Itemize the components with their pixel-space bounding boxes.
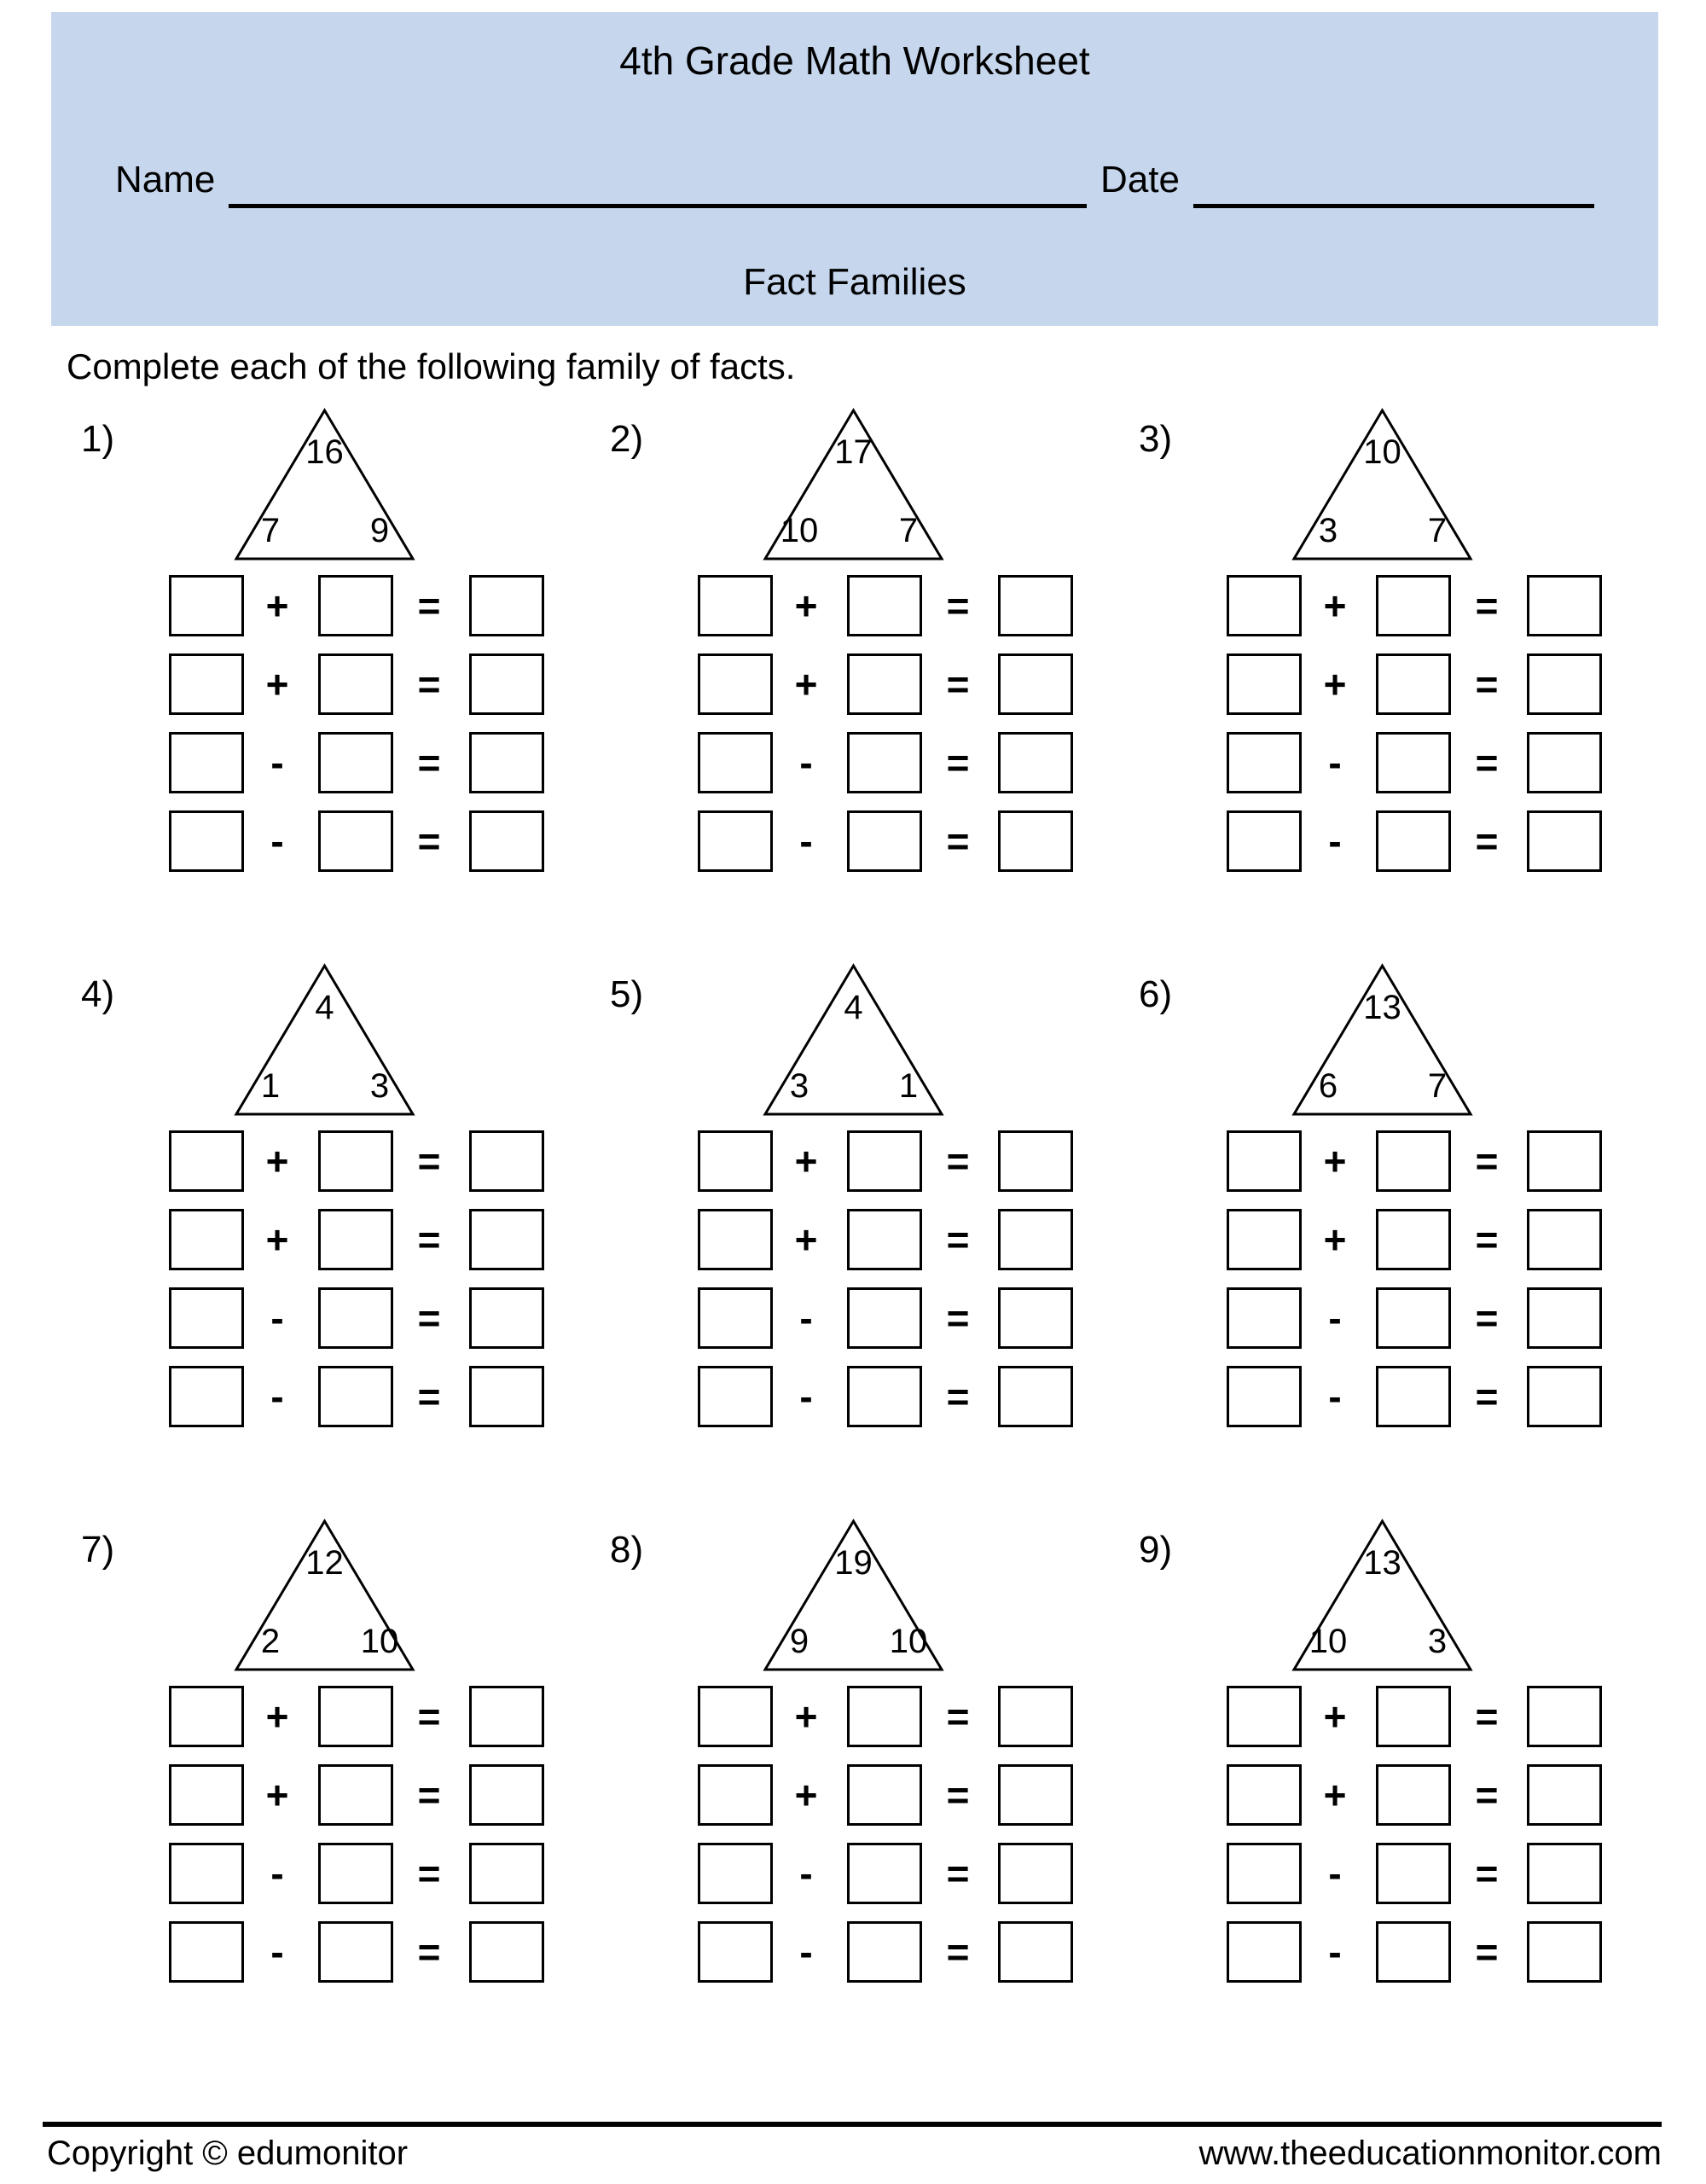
answer-box-second[interactable] bbox=[1376, 1130, 1451, 1192]
answer-box-second[interactable] bbox=[847, 810, 922, 872]
date-label: Date bbox=[1100, 159, 1180, 200]
equals-sign: = bbox=[417, 741, 441, 785]
operator-sign: - bbox=[270, 1930, 284, 1974]
operator-sign: - bbox=[270, 741, 284, 785]
answer-box-result[interactable] bbox=[998, 732, 1073, 793]
answer-box-first[interactable] bbox=[698, 653, 773, 715]
equals-sign: = bbox=[417, 1694, 441, 1739]
answer-box-result[interactable] bbox=[1527, 810, 1602, 872]
equals-sign: = bbox=[1475, 1694, 1499, 1739]
operator-sign: - bbox=[799, 819, 813, 863]
operator-sign: + bbox=[794, 662, 818, 706]
operator-sign: - bbox=[799, 1374, 813, 1419]
fact-triangle bbox=[762, 963, 945, 1117]
answer-box-second[interactable] bbox=[1376, 653, 1451, 715]
problem-label: 2) bbox=[610, 418, 644, 460]
triangle-top-number: 4 bbox=[844, 989, 863, 1026]
answer-box-result[interactable] bbox=[1527, 1209, 1602, 1270]
equation-row-4 bbox=[81, 810, 610, 872]
equation-row-1 bbox=[1139, 1130, 1668, 1192]
equation-row-1 bbox=[81, 575, 610, 636]
answer-box-second[interactable] bbox=[318, 1764, 393, 1826]
equation-row-2 bbox=[610, 653, 1139, 715]
answer-box-first[interactable] bbox=[698, 1843, 773, 1904]
operator-sign: - bbox=[1328, 1930, 1342, 1974]
worksheet-subtitle: Fact Families bbox=[743, 261, 966, 303]
triangle-top-number: 10 bbox=[1363, 433, 1401, 471]
answer-box-result[interactable] bbox=[1527, 732, 1602, 793]
problem-label: 3) bbox=[1139, 418, 1173, 460]
equation-row-1 bbox=[610, 575, 1139, 636]
answer-box-result[interactable] bbox=[998, 653, 1073, 715]
operator-sign: - bbox=[270, 1296, 284, 1340]
answer-box-second[interactable] bbox=[318, 575, 393, 636]
answer-box-first[interactable] bbox=[169, 575, 244, 636]
answer-box-result[interactable] bbox=[469, 653, 544, 715]
operator-sign: - bbox=[1328, 819, 1342, 863]
equation-row-4 bbox=[1139, 810, 1668, 872]
triangle-left-number: 3 bbox=[1318, 512, 1338, 549]
answer-box-second[interactable] bbox=[847, 1366, 922, 1427]
answer-box-result[interactable] bbox=[998, 1287, 1073, 1349]
triangle-left-number: 3 bbox=[789, 1067, 809, 1105]
answer-box-result[interactable] bbox=[1527, 1130, 1602, 1192]
equals-sign: = bbox=[1475, 1139, 1499, 1183]
answer-box-result[interactable] bbox=[998, 1843, 1073, 1904]
answer-box-result[interactable] bbox=[469, 1921, 544, 1983]
operator-sign: + bbox=[794, 1217, 818, 1262]
problem-cell bbox=[1139, 963, 1668, 1519]
answer-box-first[interactable] bbox=[169, 1287, 244, 1349]
name-label: Name bbox=[115, 159, 216, 200]
answer-box-second[interactable] bbox=[318, 1843, 393, 1904]
equals-sign: = bbox=[946, 1296, 970, 1340]
answer-box-result[interactable] bbox=[1527, 1366, 1602, 1427]
answer-box-second[interactable] bbox=[1376, 810, 1451, 872]
equals-sign: = bbox=[417, 1851, 441, 1896]
equation-row-1 bbox=[610, 1686, 1139, 1747]
answer-box-second[interactable] bbox=[847, 653, 922, 715]
instruction-text: Complete each of the following family of facts. bbox=[67, 346, 796, 386]
answer-box-result[interactable] bbox=[998, 1686, 1073, 1747]
answer-box-result[interactable] bbox=[1527, 1843, 1602, 1904]
answer-box-first[interactable] bbox=[1227, 1921, 1302, 1983]
answer-box-first[interactable] bbox=[169, 1921, 244, 1983]
answer-box-result[interactable] bbox=[998, 1130, 1073, 1192]
triangle-right-number: 10 bbox=[360, 1623, 399, 1660]
operator-sign: + bbox=[1323, 584, 1347, 628]
problem-cell bbox=[610, 408, 1139, 963]
equation-row-3 bbox=[81, 1287, 610, 1349]
fact-triangle bbox=[762, 1519, 945, 1672]
triangle-left-number: 1 bbox=[260, 1067, 281, 1105]
triangle-top-number: 13 bbox=[1363, 1544, 1401, 1582]
answer-box-second[interactable] bbox=[1376, 1209, 1451, 1270]
website-text: www.theeducationmonitor.com bbox=[1198, 2135, 1662, 2172]
answer-box-result[interactable] bbox=[1527, 1686, 1602, 1747]
operator-sign: + bbox=[794, 584, 818, 628]
answer-box-second[interactable] bbox=[318, 1287, 393, 1349]
operator-sign: + bbox=[265, 584, 289, 628]
equation-row-2 bbox=[81, 1209, 610, 1270]
answer-box-result[interactable] bbox=[1527, 1921, 1602, 1983]
operator-sign: + bbox=[1323, 662, 1347, 706]
name-input-line[interactable] bbox=[229, 204, 1087, 208]
equation-row-4 bbox=[610, 810, 1139, 872]
answer-box-second[interactable] bbox=[318, 810, 393, 872]
operator-sign: + bbox=[1323, 1773, 1347, 1817]
problem-cell bbox=[610, 963, 1139, 1519]
equation-row-2 bbox=[1139, 1209, 1668, 1270]
answer-box-first[interactable] bbox=[169, 1209, 244, 1270]
answer-box-first[interactable] bbox=[169, 732, 244, 793]
triangle-right-number: 9 bbox=[369, 512, 390, 549]
triangle-right-number: 1 bbox=[898, 1067, 919, 1105]
equals-sign: = bbox=[946, 662, 970, 706]
operator-sign: - bbox=[1328, 1851, 1342, 1896]
equation-row-4 bbox=[1139, 1921, 1668, 1983]
equation-row-3 bbox=[1139, 1287, 1668, 1349]
answer-box-first[interactable] bbox=[1227, 1287, 1302, 1349]
answer-box-second[interactable] bbox=[847, 1921, 922, 1983]
fact-triangle bbox=[233, 1519, 416, 1672]
answer-box-second[interactable] bbox=[1376, 1764, 1451, 1826]
operator-sign: + bbox=[1323, 1139, 1347, 1183]
equation-row-3 bbox=[610, 1843, 1139, 1904]
equals-sign: = bbox=[946, 1851, 970, 1896]
answer-box-result[interactable] bbox=[998, 575, 1073, 636]
triangle-top-number: 12 bbox=[305, 1544, 344, 1582]
operator-sign: - bbox=[270, 819, 284, 863]
answer-box-first[interactable] bbox=[1227, 1366, 1302, 1427]
answer-box-first[interactable] bbox=[698, 1764, 773, 1826]
equation-row-2 bbox=[81, 1764, 610, 1826]
answer-box-second[interactable] bbox=[318, 653, 393, 715]
problem-cell bbox=[81, 408, 610, 963]
equals-sign: = bbox=[417, 1374, 441, 1419]
answer-box-first[interactable] bbox=[698, 1130, 773, 1192]
answer-box-result[interactable] bbox=[469, 575, 544, 636]
answer-box-first[interactable] bbox=[1227, 1130, 1302, 1192]
header-panel bbox=[51, 12, 1658, 326]
equals-sign: = bbox=[1475, 584, 1499, 628]
answer-box-first[interactable] bbox=[1227, 1764, 1302, 1826]
fact-triangle bbox=[1291, 1519, 1474, 1672]
triangle-right-number: 7 bbox=[1427, 512, 1448, 549]
triangle-left-number: 10 bbox=[780, 512, 819, 549]
equation-row-3 bbox=[1139, 1843, 1668, 1904]
equation-row-3 bbox=[1139, 732, 1668, 793]
answer-box-first[interactable] bbox=[1227, 1686, 1302, 1747]
operator-sign: - bbox=[799, 1930, 813, 1974]
answer-box-first[interactable] bbox=[1227, 1209, 1302, 1270]
equation-row-4 bbox=[610, 1921, 1139, 1983]
problem-cell bbox=[1139, 1519, 1668, 2074]
answer-box-second[interactable] bbox=[847, 575, 922, 636]
answer-box-second[interactable] bbox=[1376, 1287, 1451, 1349]
equals-sign: = bbox=[1475, 1217, 1499, 1262]
answer-box-result[interactable] bbox=[469, 1130, 544, 1192]
operator-sign: - bbox=[1328, 741, 1342, 785]
equation-row-3 bbox=[610, 732, 1139, 793]
operator-sign: + bbox=[1323, 1694, 1347, 1739]
answer-box-second[interactable] bbox=[318, 1209, 393, 1270]
triangle-right-number: 3 bbox=[369, 1067, 390, 1105]
equals-sign: = bbox=[417, 1139, 441, 1183]
answer-box-result[interactable] bbox=[998, 1764, 1073, 1826]
fact-triangle bbox=[762, 408, 945, 561]
triangle-left-number: 6 bbox=[1318, 1067, 1338, 1105]
equation-row-3 bbox=[610, 1287, 1139, 1349]
triangle-top-number: 16 bbox=[305, 433, 344, 471]
answer-box-second[interactable] bbox=[1376, 1843, 1451, 1904]
answer-box-result[interactable] bbox=[998, 810, 1073, 872]
equation-row-4 bbox=[1139, 1366, 1668, 1427]
answer-box-second[interactable] bbox=[847, 1287, 922, 1349]
equals-sign: = bbox=[946, 1773, 970, 1817]
answer-box-second[interactable] bbox=[847, 1764, 922, 1826]
equation-row-1 bbox=[1139, 575, 1668, 636]
triangle-left-number: 2 bbox=[260, 1623, 281, 1660]
equation-row-2 bbox=[610, 1764, 1139, 1826]
answer-box-first[interactable] bbox=[1227, 732, 1302, 793]
answer-box-first[interactable] bbox=[169, 810, 244, 872]
operator-sign: - bbox=[1328, 1374, 1342, 1419]
answer-box-first[interactable] bbox=[698, 732, 773, 793]
operator-sign: + bbox=[265, 662, 289, 706]
answer-box-result[interactable] bbox=[469, 1843, 544, 1904]
answer-box-first[interactable] bbox=[698, 1366, 773, 1427]
answer-box-result[interactable] bbox=[469, 1366, 544, 1427]
answer-box-first[interactable] bbox=[169, 1366, 244, 1427]
operator-sign: + bbox=[265, 1217, 289, 1262]
triangle-top-number: 13 bbox=[1363, 989, 1401, 1026]
answer-box-second[interactable] bbox=[318, 732, 393, 793]
problems-grid bbox=[81, 408, 1668, 2074]
triangle-top-number: 17 bbox=[834, 433, 873, 471]
triangle-right-number: 7 bbox=[1427, 1067, 1448, 1105]
equation-row-2 bbox=[1139, 653, 1668, 715]
equals-sign: = bbox=[1475, 819, 1499, 863]
fact-triangle bbox=[1291, 963, 1474, 1117]
operator-sign: + bbox=[794, 1694, 818, 1739]
name-date-row bbox=[115, 154, 1594, 208]
operator-sign: + bbox=[794, 1773, 818, 1817]
equals-sign: = bbox=[946, 1930, 970, 1974]
answer-box-first[interactable] bbox=[1227, 1843, 1302, 1904]
operator-sign: - bbox=[799, 741, 813, 785]
answer-box-result[interactable] bbox=[469, 1287, 544, 1349]
problem-cell bbox=[81, 963, 610, 1519]
problem-label: 4) bbox=[81, 973, 115, 1015]
equals-sign: = bbox=[417, 662, 441, 706]
answer-box-second[interactable] bbox=[847, 1686, 922, 1747]
problem-label: 9) bbox=[1139, 1529, 1173, 1571]
equals-sign: = bbox=[946, 584, 970, 628]
answer-box-first[interactable] bbox=[698, 1287, 773, 1349]
answer-box-second[interactable] bbox=[318, 1921, 393, 1983]
equals-sign: = bbox=[417, 819, 441, 863]
fact-triangle bbox=[233, 963, 416, 1117]
answer-box-first[interactable] bbox=[169, 1130, 244, 1192]
answer-box-first[interactable] bbox=[698, 810, 773, 872]
problem-label: 5) bbox=[610, 973, 644, 1015]
copyright-text: Copyright © edumonitor bbox=[47, 2135, 409, 2172]
answer-box-result[interactable] bbox=[998, 1209, 1073, 1270]
equation-row-1 bbox=[81, 1686, 610, 1747]
answer-box-result[interactable] bbox=[1527, 1287, 1602, 1349]
answer-box-second[interactable] bbox=[1376, 575, 1451, 636]
equation-row-2 bbox=[81, 653, 610, 715]
equals-sign: = bbox=[1475, 662, 1499, 706]
answer-box-second[interactable] bbox=[847, 1209, 922, 1270]
answer-box-result[interactable] bbox=[1527, 1764, 1602, 1826]
equation-row-4 bbox=[610, 1366, 1139, 1427]
triangle-top-number: 4 bbox=[315, 989, 334, 1026]
equals-sign: = bbox=[417, 1773, 441, 1817]
triangle-left-number: 9 bbox=[789, 1623, 809, 1660]
equals-sign: = bbox=[946, 1374, 970, 1419]
triangle-left-number: 10 bbox=[1309, 1623, 1348, 1660]
answer-box-second[interactable] bbox=[847, 732, 922, 793]
equals-sign: = bbox=[946, 1694, 970, 1739]
problem-cell bbox=[1139, 408, 1668, 963]
triangle-left-number: 7 bbox=[260, 512, 281, 549]
answer-box-result[interactable] bbox=[998, 1366, 1073, 1427]
answer-box-first[interactable] bbox=[698, 575, 773, 636]
problem-label: 1) bbox=[81, 418, 115, 460]
equals-sign: = bbox=[946, 819, 970, 863]
problem-label: 7) bbox=[81, 1529, 115, 1571]
operator-sign: + bbox=[265, 1773, 289, 1817]
date-input-line[interactable] bbox=[1193, 204, 1594, 208]
answer-box-first[interactable] bbox=[169, 1686, 244, 1747]
operator-sign: - bbox=[799, 1851, 813, 1896]
problem-label: 8) bbox=[610, 1529, 644, 1571]
answer-box-first[interactable] bbox=[698, 1921, 773, 1983]
answer-box-second[interactable] bbox=[318, 1130, 393, 1192]
equation-row-2 bbox=[1139, 1764, 1668, 1826]
footer-divider bbox=[43, 2122, 1662, 2127]
triangle-right-number: 3 bbox=[1427, 1623, 1448, 1660]
problem-label: 6) bbox=[1139, 973, 1173, 1015]
equals-sign: = bbox=[1475, 1296, 1499, 1340]
equation-row-3 bbox=[81, 1843, 610, 1904]
equation-row-1 bbox=[81, 1130, 610, 1192]
answer-box-second[interactable] bbox=[1376, 1921, 1451, 1983]
equals-sign: = bbox=[417, 584, 441, 628]
operator-sign: + bbox=[794, 1139, 818, 1183]
answer-box-result[interactable] bbox=[469, 732, 544, 793]
equals-sign: = bbox=[946, 1139, 970, 1183]
equation-row-2 bbox=[610, 1209, 1139, 1270]
answer-box-first[interactable] bbox=[1227, 653, 1302, 715]
answer-box-second[interactable] bbox=[847, 1130, 922, 1192]
operator-sign: + bbox=[265, 1139, 289, 1183]
worksheet-title: 4th Grade Math Worksheet bbox=[619, 38, 1090, 83]
problem-cell bbox=[610, 1519, 1139, 2074]
equals-sign: = bbox=[1475, 1851, 1499, 1896]
answer-box-result[interactable] bbox=[469, 1209, 544, 1270]
answer-box-second[interactable] bbox=[847, 1843, 922, 1904]
answer-box-second[interactable] bbox=[318, 1686, 393, 1747]
operator-sign: - bbox=[799, 1296, 813, 1340]
operator-sign: + bbox=[1323, 1217, 1347, 1262]
answer-box-result[interactable] bbox=[1527, 653, 1602, 715]
equation-row-1 bbox=[1139, 1686, 1668, 1747]
answer-box-first[interactable] bbox=[698, 1209, 773, 1270]
answer-box-second[interactable] bbox=[1376, 1686, 1451, 1747]
equation-row-1 bbox=[610, 1130, 1139, 1192]
answer-box-second[interactable] bbox=[1376, 1366, 1451, 1427]
answer-box-result[interactable] bbox=[469, 1686, 544, 1747]
answer-box-first[interactable] bbox=[1227, 810, 1302, 872]
answer-box-first[interactable] bbox=[1227, 575, 1302, 636]
triangle-right-number: 10 bbox=[889, 1623, 928, 1660]
equals-sign: = bbox=[946, 741, 970, 785]
equals-sign: = bbox=[417, 1930, 441, 1974]
answer-box-second[interactable] bbox=[1376, 732, 1451, 793]
answer-box-first[interactable] bbox=[169, 1764, 244, 1826]
equals-sign: = bbox=[417, 1217, 441, 1262]
operator-sign: - bbox=[270, 1374, 284, 1419]
answer-box-result[interactable] bbox=[1527, 575, 1602, 636]
fact-triangle bbox=[1291, 408, 1474, 561]
answer-box-second[interactable] bbox=[318, 1366, 393, 1427]
equals-sign: = bbox=[417, 1296, 441, 1340]
equals-sign: = bbox=[946, 1217, 970, 1262]
fact-triangle bbox=[233, 408, 416, 561]
equation-row-4 bbox=[81, 1921, 610, 1983]
operator-sign: - bbox=[270, 1851, 284, 1896]
equation-row-3 bbox=[81, 732, 610, 793]
equals-sign: = bbox=[1475, 1773, 1499, 1817]
answer-box-result[interactable] bbox=[998, 1921, 1073, 1983]
equation-row-4 bbox=[81, 1366, 610, 1427]
equals-sign: = bbox=[1475, 1930, 1499, 1974]
answer-box-first[interactable] bbox=[698, 1686, 773, 1747]
answer-box-first[interactable] bbox=[169, 653, 244, 715]
equals-sign: = bbox=[1475, 741, 1499, 785]
triangle-top-number: 19 bbox=[834, 1544, 873, 1582]
problem-cell bbox=[81, 1519, 610, 2074]
answer-box-first[interactable] bbox=[169, 1843, 244, 1904]
operator-sign: - bbox=[1328, 1296, 1342, 1340]
triangle-right-number: 7 bbox=[898, 512, 919, 549]
operator-sign: + bbox=[265, 1694, 289, 1739]
equals-sign: = bbox=[1475, 1374, 1499, 1419]
answer-box-result[interactable] bbox=[469, 1764, 544, 1826]
answer-box-result[interactable] bbox=[469, 810, 544, 872]
